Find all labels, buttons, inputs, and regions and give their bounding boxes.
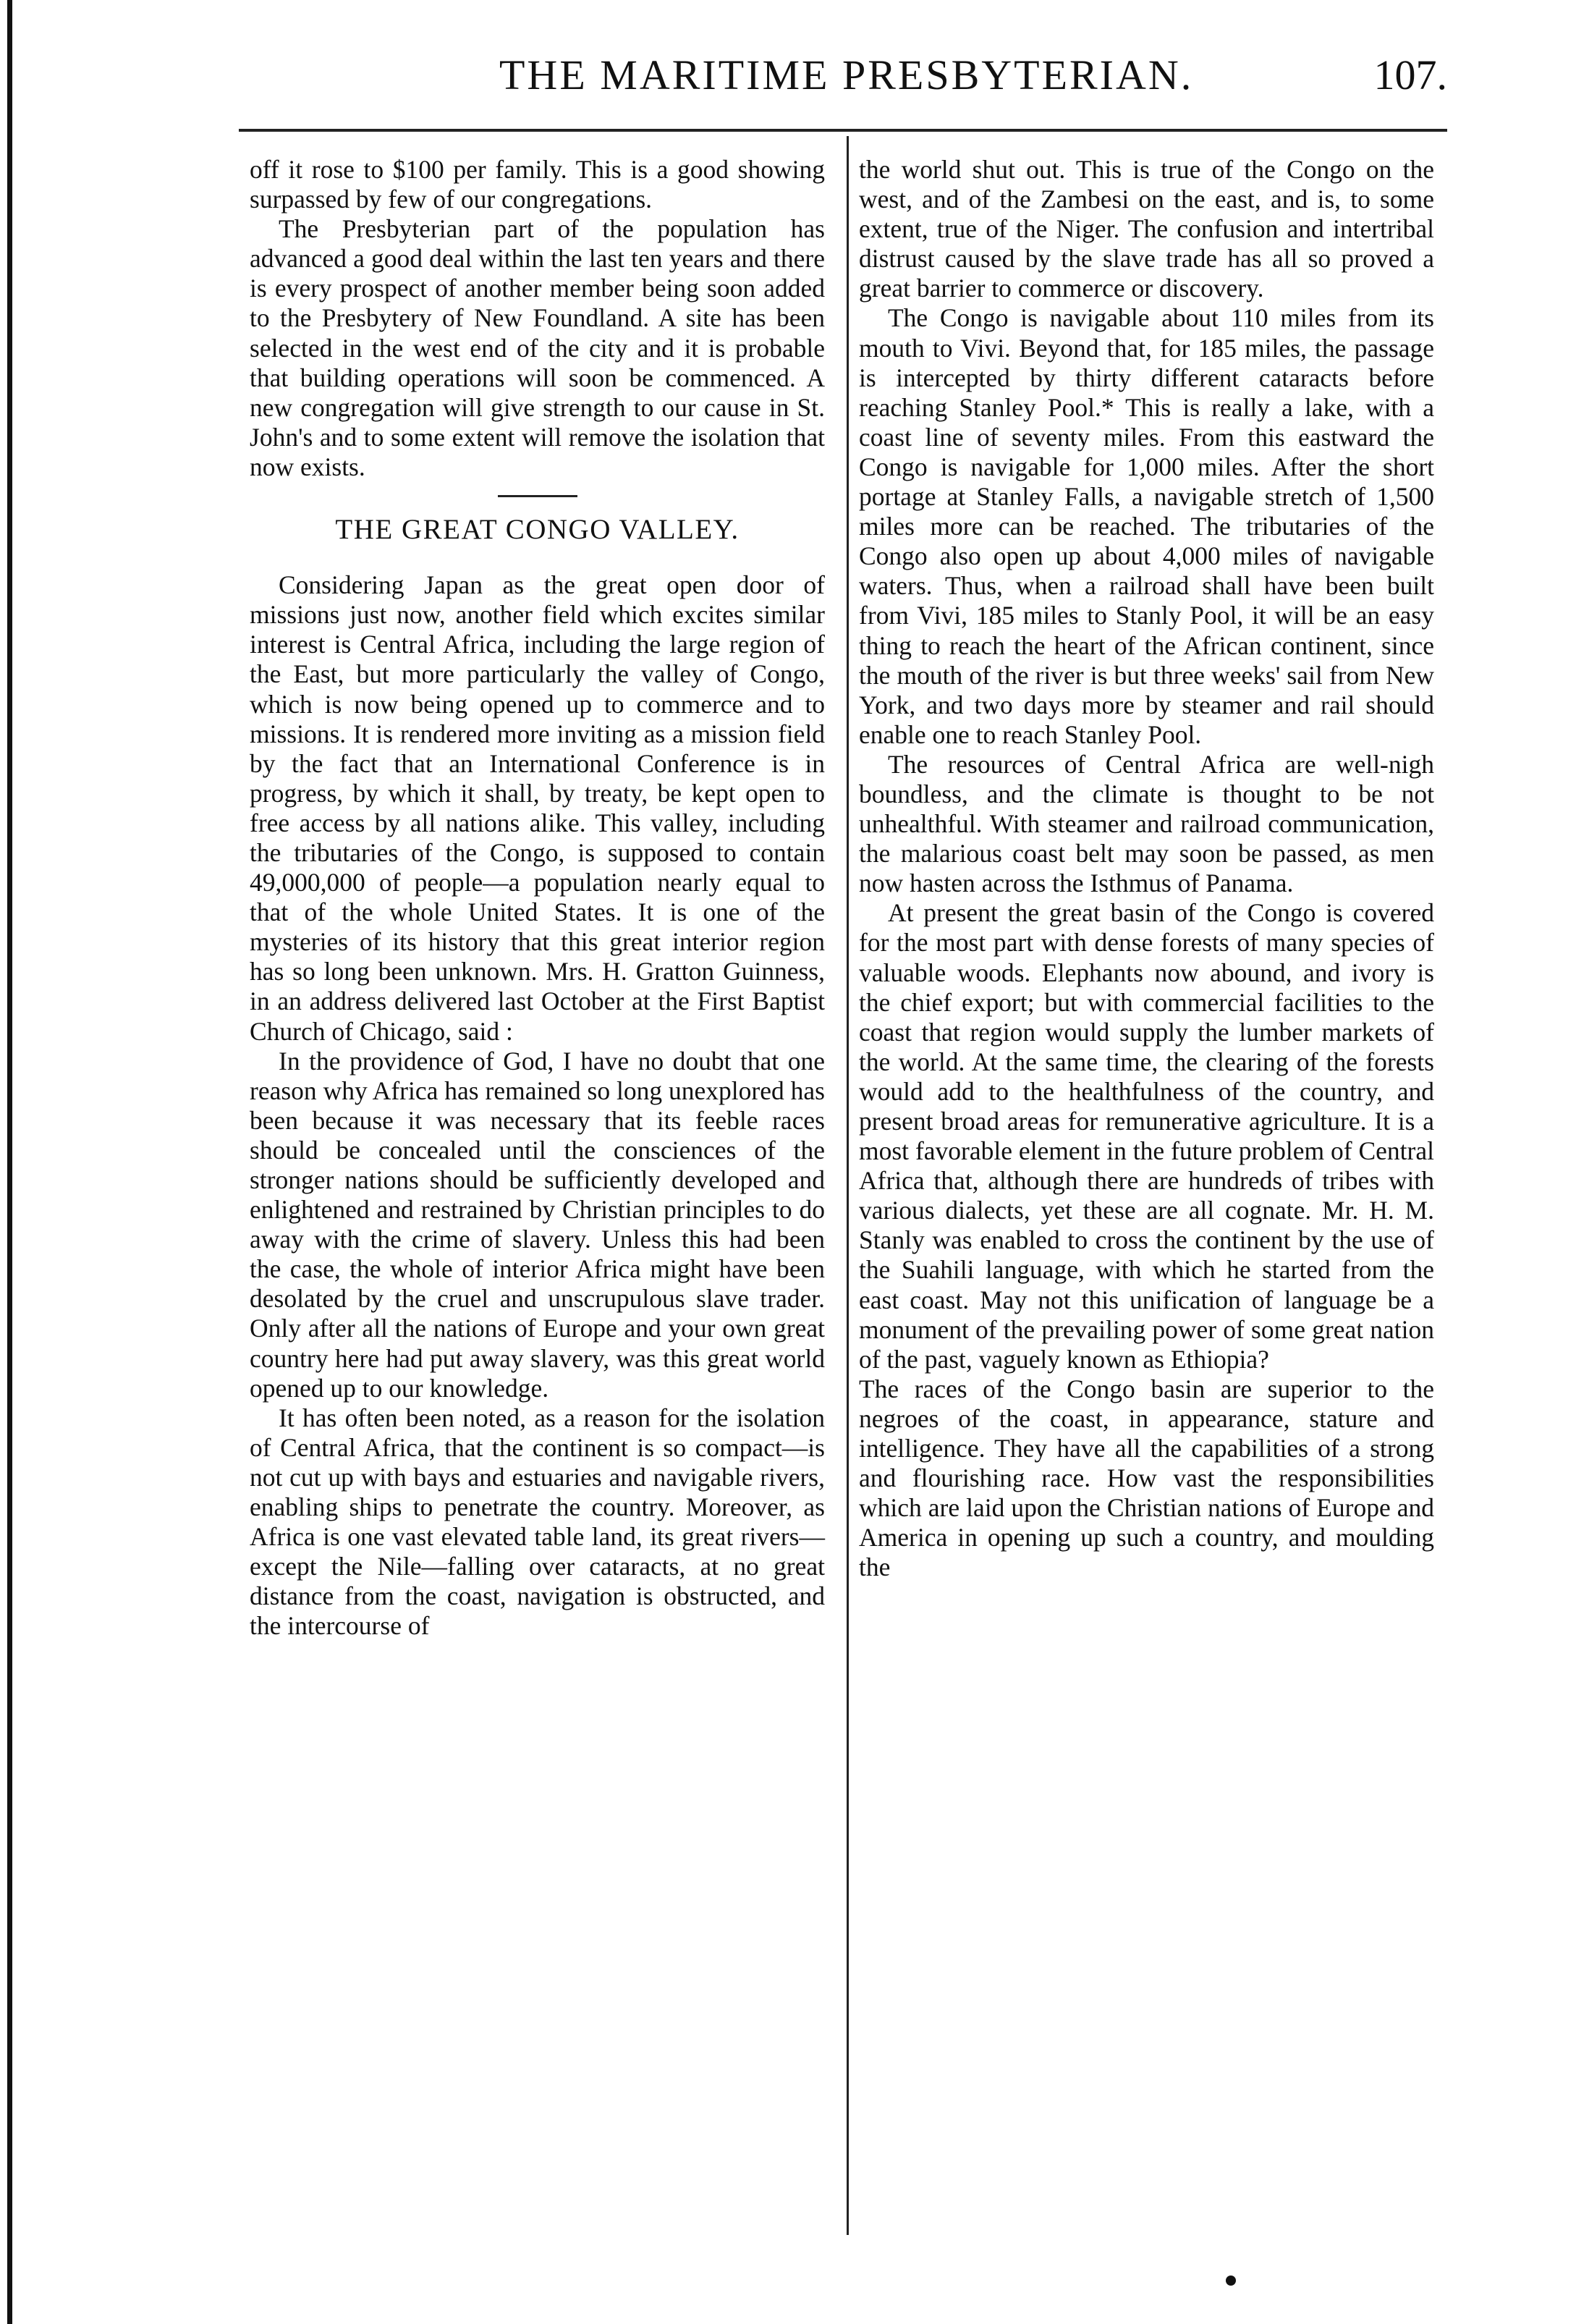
paragraph: The Presbyterian part of the population has advanced a good deal within the last ten years and there is every prospect of another member being soon added to the Presbytery of New Foundland. A site has been selected in the west end of the city and it is probable that building operations will soon be commenced. A new congregation will give strength to our cause in St. John's and to some extent will remove the isolation that now exists.: [250, 214, 825, 481]
column-divider: [847, 136, 849, 2235]
header-rule: [239, 129, 1447, 132]
right-column: [859, 155, 1434, 1583]
paragraph: the world shut out. This is true of the Congo on the west, and of the Zambesi on the east, and is, to some extent, true of the Niger. The confusion and intertribal distrust caused by the slave trade has all so proved a great barrier to commerce or discovery.: [859, 155, 1434, 303]
paragraph: It has often been noted, as a reason for the isolation of Central Africa, that the continent is so compact—is not cut up with bays and estuaries and navigable rivers, enabling ships to penetrate the country. Moreover, as Africa is one vast elevated table land, its great rivers—except the Nile—falling over cataracts, at no great distance from the coast, navigation is obstructed, and the intercourse of: [250, 1403, 825, 1641]
article-heading: THE GREAT CONGO VALLEY.: [335, 514, 740, 546]
page-edge-rule: [7, 0, 12, 2324]
ink-mark: [1226, 2276, 1236, 2286]
paragraph: In the providence of God, I have no doubt that one reason why Africa has remained so long unexplored has been because it was necessary that its feeble races should be concealed until the consciences of the stronger nations should be sufficiently developed and enlightened and restrained by Christian principles to do away with the crime of slavery. Unless this had been the case, the whole of interior Africa might have been desolated by the cruel and unscrupulous slave trader. Only after all the nations of Europe and your own great country here had put away slavery, was this great world opened up to our knowledge.: [250, 1046, 825, 1403]
paragraph: The Congo is navigable about 110 miles from its mouth to Vivi. Beyond that, for 185 miles, the passage is intercepted by thirty different cataracts before reaching Stanley Pool.* This is really a lake, with a coast line of seventy miles. From this eastward the Congo is navigable for 1,000 miles. After the short portage at Stanley Falls, a navigable stretch of 1,500 miles more can be reached. The tributaries of the Congo also open up about 4,000 miles of navigable waters. Thus, when a railroad shall have been built from Vivi, 185 miles to Stanly Pool, it will be an easy thing to reach the heart of the African continent, since the mouth of the river is but three weeks' sail from New York, and two days more by steamer and rail should enable one to reach Stanley Pool.: [859, 303, 1434, 749]
page-number: 107.: [1373, 51, 1447, 98]
paragraph: The resources of Central Africa are well-nigh boundless, and the climate is thought to be not unhealthful. With steamer and railroad communication, the malarious coast belt may soon be passed, as men now hasten across the Isthmus of Panama.: [859, 749, 1434, 898]
paragraph: At present the great basin of the Congo is covered for the most part with dense forests of many species of valuable woods. Elephants now abound, and ivory is the chief export; but with commercial facilities to the coast that region would supply the lumber markets of the world. At the same time, the clearing of the forests would add to the healthfulness of the country, and present broad areas for remunerative agriculture. It is a most favorable element in the future problem of Central Africa that, although there are hundreds of tribes with various dialects, yet these are all cognate. Mr. H. M. Stanly was enabled to cross the continent by the use of the Suahili language, with which he started from the east coast. May not this unification of language be a monument of the prevailing power of some great nation of the past, vaguely known as Ethiopia?: [859, 898, 1434, 1374]
paragraph: off it rose to $100 per family. This is a good showing surpassed by few of our congregations.: [250, 155, 825, 214]
paragraph: The races of the Congo basin are superior to the negroes of the coast, in appearance, stature and intelligence. They have all the capabilities of a strong and flourishing race. How vast the responsibilities which are laid upon the Christian nations of Europe and America in opening up such a country, and moulding the: [859, 1374, 1434, 1582]
running-header: [239, 43, 1447, 109]
left-column: [250, 155, 825, 1641]
running-title: THE MARITIME PRESBYTERIAN.: [499, 51, 1194, 98]
section-divider: [498, 495, 577, 497]
paragraph: Considering Japan as the great open door of missions just now, another field which excites similar interest is Central Africa, including the large region of the East, but more particularly the valley of Congo, which is now being opened up to commerce and to missions. It is rendered more inviting as a mission field by the fact that an International Conference is in progress, by which it shall, by treaty, be kept open to free access by all nations alike. This valley, including the tributaries of the Congo, is supposed to contain 49,000,000 of people—a population nearly equal to that of the whole United States. It is one of the mysteries of its history that this great interior region has so long been unknown. Mrs. H. Gratton Guinness, in an address delivered last October at the First Baptist Church of Chicago, said :: [250, 570, 825, 1046]
